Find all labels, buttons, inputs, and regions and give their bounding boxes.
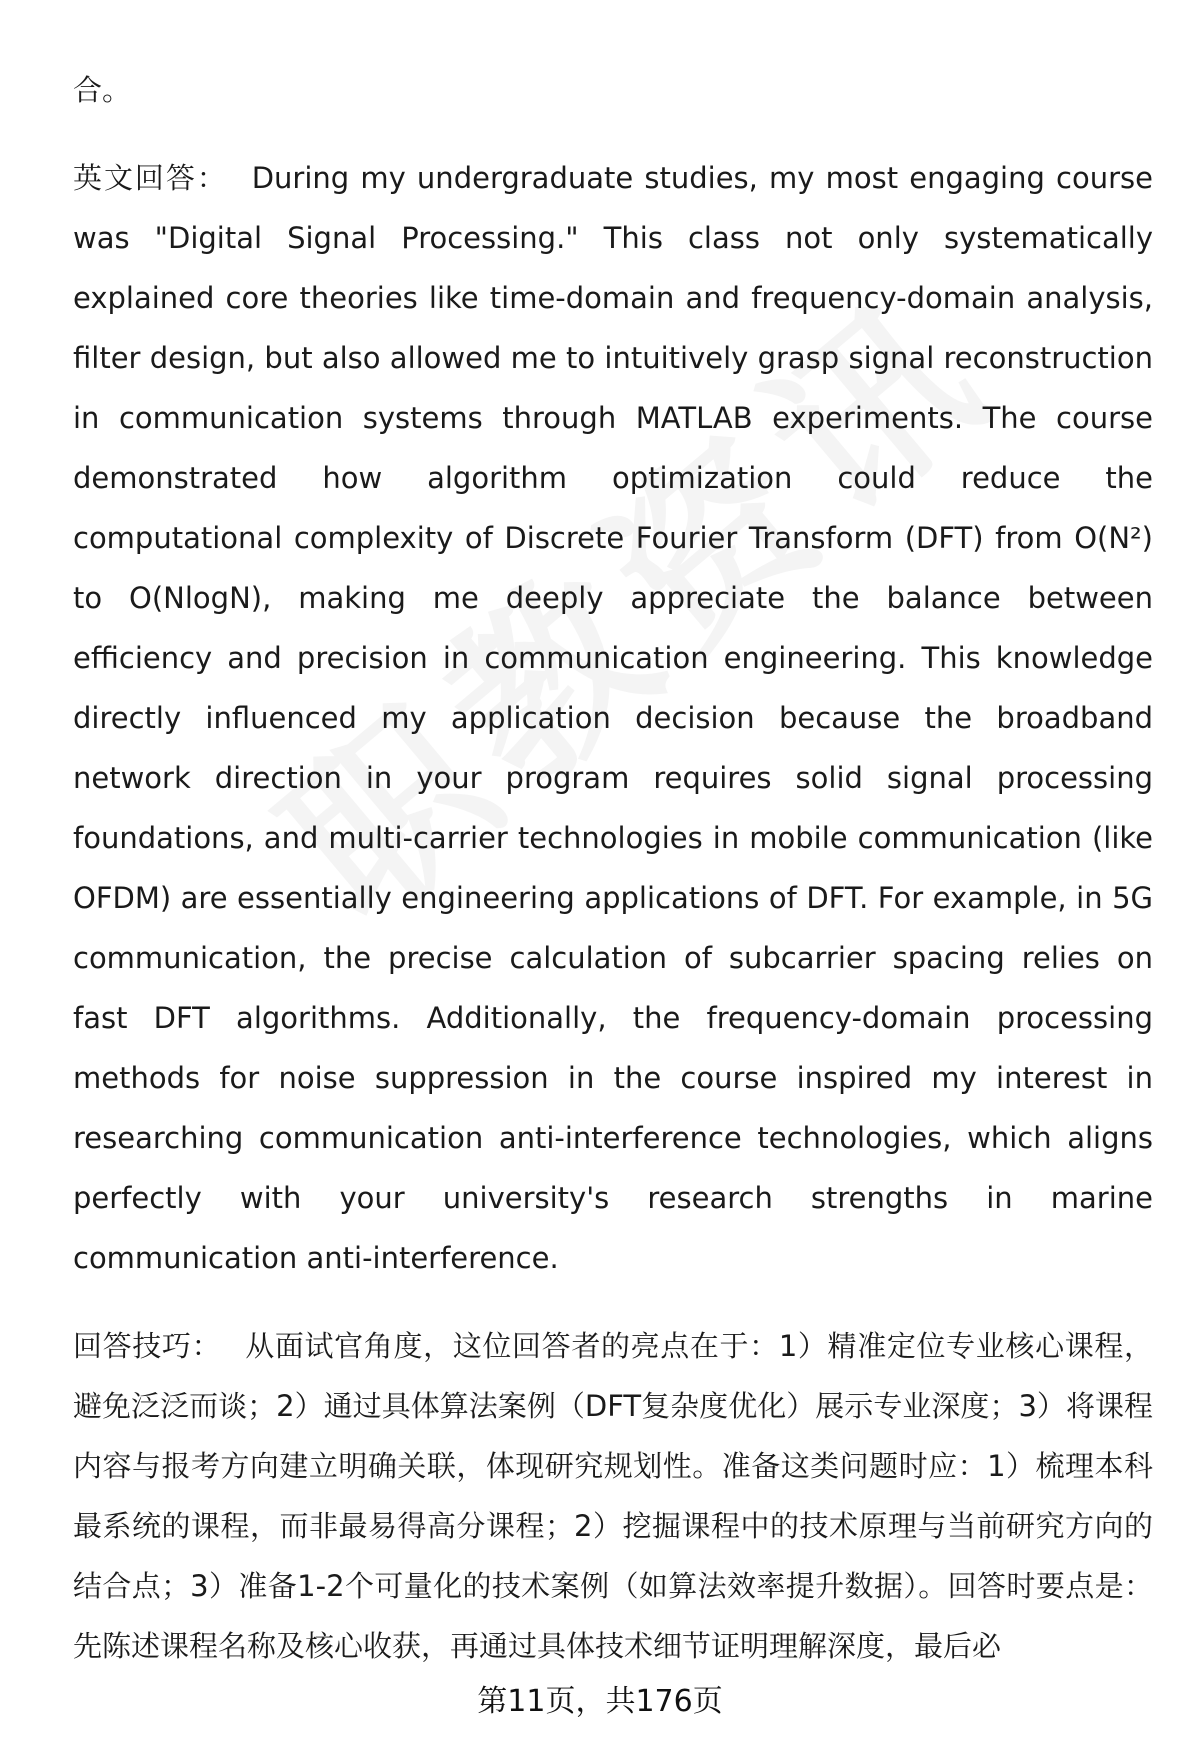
document-body [73,60,1153,1676]
continuation-paragraph [73,60,1153,120]
tips-text: 从面试官角度，这位回答者的亮点在于：1）精准定位专业核心课程，避免泛泛而谈；2）通过具体算法案例（DFT复杂度优化）展示专业深度；3）将课程内容与报考方向建立明确关联，体现研究规划性。准备这类问题时应：1）梳理本科最系统的课程，而非最易得高分课程；2）挖掘课程中的技术原理与当前研究方向的结合点；3）准备1-2个可量化的技术案例（如算法效率提升数据）。回答时要点是：先陈述课程名称及核心收获，再通过具体技术细节证明理解深度，最后必 [73,1329,1153,1663]
english-answer-label: 英文回答： [73,161,228,195]
continuation-text: 合。 [73,73,132,107]
english-answer-text: During my undergraduate studies, my most engaging course was "Digital Signal Processing." This class not only systematically explained core theories like time-domain and frequency-domain analysis, filter design, but also allowed me to intuitively grasp signal reconstruction in communication systems through MATLAB experiments. The course demonstrated how algorithm optimization could reduce the computational complexity of Discrete Fourier Transform (DFT) from O(N²) to O(NlogN), making me deeply appreciate the balance between efficiency and precision in communication engineering. This knowledge directly influenced my application decision because the broadband network direction in your program requires solid signal processing foundations, and multi-carrier technologies in mobile communication (like OFDM) are essentially engineering applications of DFT. For example, in 5G communication, the precise calculation of subcarrier spacing relies on fast DFT algorithms. Additionally, the frequency-domain processing methods for noise suppression in the course inspired my interest in researching communication anti-interference technologies, which aligns perfectly with your university's research strengths in marine communication anti-interference. [73,161,1153,1275]
tips-paragraph [73,1316,1153,1676]
page-number-footer: 第11页，共176页 [477,1684,723,1719]
english-answer-paragraph [73,148,1153,1288]
tips-label: 回答技巧： [73,1329,222,1363]
